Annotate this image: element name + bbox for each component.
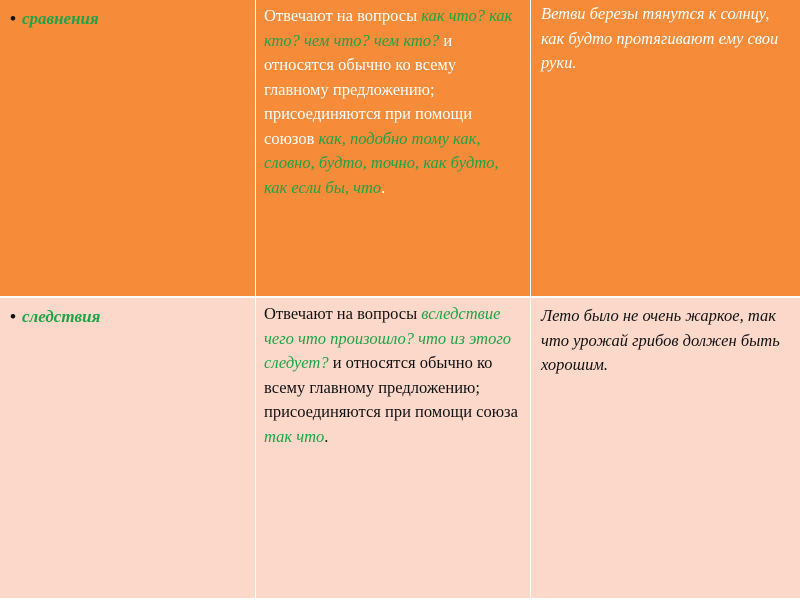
- row2-desc-questions: вследствие чего что произошло? что из этого следует?: [264, 304, 512, 372]
- row2-desc-text-2: и относятся обычно ко всему главному предложению; присоединяются при помощи союза: [264, 353, 518, 421]
- row1-description-cell: [256, 0, 531, 298]
- row2-example: Лето было не очень жаркое, так что урожай грибов должен быть хорошим.: [541, 306, 780, 374]
- row1-desc-text-3: .: [381, 177, 386, 197]
- row1-example: Ветви березы тянутся к солнцу, как будто протягивают ему свои руки.: [541, 4, 779, 72]
- row2-label-text: следствия: [21, 307, 101, 326]
- row2-description-cell: [256, 298, 531, 600]
- row1-desc-conjunctions: как, подобно тому как, словно, будто, точно, как будто, как если бы, что: [264, 128, 499, 197]
- bullet-icon: •: [10, 307, 16, 326]
- row2-label: [10, 306, 100, 328]
- row2-example-cell: [531, 298, 800, 600]
- row1-label: [10, 8, 99, 30]
- row1-label-text: сравнения: [21, 9, 99, 28]
- row2-desc-conjunctions: так что: [264, 426, 325, 446]
- row1-desc-text-2: и относятся обычно ко всему главному предложению; присоединяются при помощи союзов: [264, 30, 473, 148]
- row1-desc-questions: как что? как кто? чем что? чем кто?: [264, 6, 513, 50]
- row2-label-cell: [0, 298, 256, 600]
- row1-description: [264, 4, 522, 200]
- row1-label-cell: [0, 0, 256, 298]
- row2-description: [264, 302, 522, 449]
- row2-desc-text-3: .: [324, 426, 329, 446]
- row1-example-cell: [531, 0, 800, 298]
- row1-desc-text-1: Отвечают на вопросы: [264, 6, 422, 25]
- bullet-icon: •: [10, 9, 16, 28]
- row2-desc-text-1: Отвечают на вопросы: [264, 304, 422, 323]
